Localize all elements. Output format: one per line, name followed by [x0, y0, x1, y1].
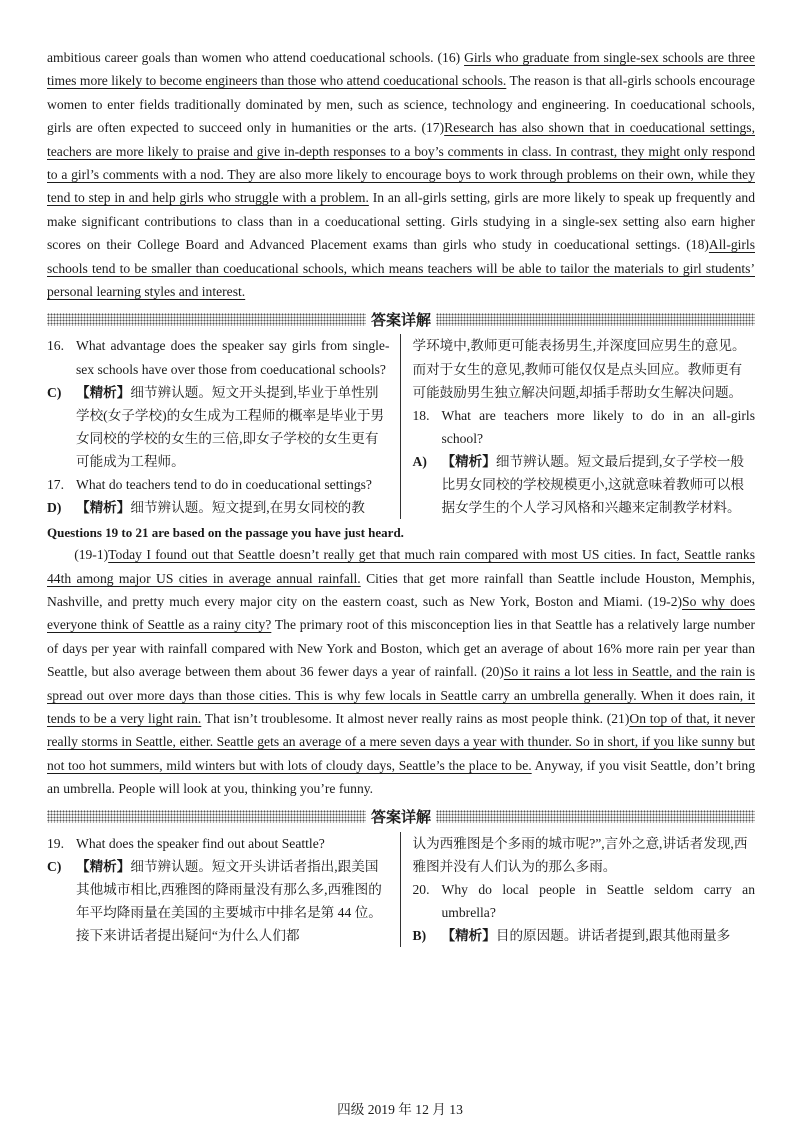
dotted-rule — [47, 810, 366, 823]
banner-title: 答案详解 — [371, 310, 432, 329]
answer-section-banner — [47, 805, 755, 829]
left-column — [47, 832, 400, 947]
banner-title: 答案详解 — [371, 808, 432, 827]
passage-paragraph-1: ambitious career goals than women who attend coeducational schools. (16) Girls who graduate from single-sex schools are three times more likely to become engineers than those who attend coeducational schools. The reason is that all-girls schools encourage women to enter fields traditionally dominated by men, such as science, technology and engineering. In coeducational schools, girls are often expected to succeed only in humanities or the arts. (17)Research has also shown that in coeducational settings, teachers are more likely to praise and give in-depth responses to a boy’s comments in class. In contrast, they might only respond to a girl’s comments with a nod. They are also more likely to encourage boys to work through problems on their own, while they tend to step in and help girls who struggle with a problem. In an all-girls setting, girls are more likely to speak up frequently and make significant contributions to class than in a coeducational setting. Girls studying in a single-sex setting also earn higher scores on their College Board and Advanced Placement exams than girls who study in coeducational settings. (18)All-girls schools tend to be smaller than coeducational schools, which means teachers will be able to tailor the materials to girl students’ personal learning styles and interest. — [47, 50, 755, 300]
dotted-rule — [436, 810, 755, 823]
answer-16: C) 【精析】细节辨认题。短文开头提到,毕业于单性别学校(女子学校)的女生成为工程师的概率是毕业于男女同校的学校的女生的三倍,即女子学校的女生更有可能成为工程师。 — [47, 384, 385, 469]
answer-19: C) 【精析】细节辨认题。短文开头讲话者指出,跟美国其他城市相比,西雅图的降雨量没有那么多,西雅图的年平均降雨量在美国的主要城市中排名是第 44 位。接下来讲话者提出疑问“为什么人们都 — [47, 858, 382, 944]
question-18: 18. What are teachers more likely to do in an all-girls school? — [412, 407, 755, 446]
question-20: 20. Why do local people in Seattle seldom carry an umbrella? — [412, 881, 755, 920]
answer-section-banner — [47, 307, 755, 331]
answer-20: B) 【精析】目的原因题。讲话者提到,跟其他雨量多 — [412, 928, 731, 944]
page-content — [47, 46, 755, 947]
answer-columns-2 — [47, 832, 755, 947]
underlined-answer-20: So it rains a lot less in Seattle, and the rain is spread out over more days than those cities. This is why few locals in Seattle carry an umbrella generally. When it does rain, it tends to be a very light rain. — [47, 664, 755, 727]
answer-19-continued: 认为西雅图是个多雨的城市呢?”,言外之意,讲话者发现,西雅图并没有人们认为的那么多雨。 — [412, 835, 748, 874]
answer-17: D) 【精析】细节辨认题。短文提到,在男女同校的教 — [47, 500, 365, 516]
answer-columns-1 — [47, 334, 755, 519]
underlined-answer-16: Girls who graduate from single-sex schools are three times more likely to become engineers than those who attend coeducational schools. — [47, 50, 755, 89]
underlined-answer-19-1: Today I found out that Seattle doesn’t really get that much rain compared with most US cities. In fact, Seattle ranks 44th among major US cities in average annual rainfall. — [47, 547, 755, 586]
underlined-answer-17: Research has also shown that in coeducational settings, teachers are more likely to praise and give in-depth responses to a boy’s comments in class. In contrast, they might only respond to a girl’s comments with a nod. They are also more likely to encourage boys to work through problems on their own, while they tend to step in and help girls who struggle with a problem. — [47, 120, 755, 206]
question-16: 16. What advantage does the speaker say girls from single-sex schools have over those from coeducational schools? — [47, 338, 390, 377]
left-column — [47, 334, 400, 519]
right-column — [400, 334, 756, 519]
question-17: 17. What do teachers tend to do in coeducational settings? — [47, 477, 372, 493]
underlined-answer-18: All-girls schools tend to be smaller than coeducational schools, which means teachers will be able to tailor the materials to girl students’ personal learning styles and interest. — [47, 237, 755, 300]
answer-18: A) 【精析】细节辨认题。短文最后提到,女子学校一般比男女同校的学校规模更小,这就意味着教师可以根据女学生的个人学习风格和兴趣来定制教学材料。 — [412, 453, 744, 516]
underlined-answer-21: On top of that, it never really storms in Seattle, either. Seattle gets an average of a mere seven days a year with thunder. So in short, if you like sunny but not too hot summers, mild winters but with lots of cloudy days, Seattle’s the place to be. — [47, 711, 755, 773]
answer-17-continued: 学环境中,教师更可能表扬男生,并深度回应男生的意见。而对于女生的意见,教师可能仅仅是点头回应。教师更有可能鼓励男生独立解决问题,却插手帮助女生解决问题。 — [412, 338, 746, 400]
dotted-rule — [436, 313, 755, 326]
passage-paragraph-2: (19-1)Today I found out that Seattle doesn’t really get that much rain compared with most US cities. In fact, Seattle ranks 44th among major US cities in average annual rainfall. Cities that get more rainfall than Seattle include Houston, Memphis, Nashville, and pretty much every major city on the eastern coast, such as New York, Boston and Miami. (19-2)So why does everyone think of Seattle as a rainy city? The primary root of this misconception lies in that Seattle has a relatively large number of days per year with rainfall compared with New York and Boston, which get an average of about 16% more rain per year than Seattle, but also average between them about 36 fewer days a year of rainfall. (20)So it rains a lot less in Seattle, and the rain is spread out over more days than those cities. This is why few locals in Seattle carry an umbrella generally. When it does rain, it tends to be a very light rain. That isn’t troublesome. It almost never really rains as most people think. (21)On top of that, it never really storms in Seattle, either. Seattle gets an average of a mere seven days a year with thunder. So in short, if you like sunny but not too hot summers, mild winters but with lots of cloudy days, Seattle’s the place to be. Anyway, if you visit Seattle, don’t bring an umbrella. People will look at you, thinking you’re funny. — [47, 547, 756, 797]
underlined-answer-19-2: So why does everyone think of Seattle as a rainy city? — [47, 594, 755, 633]
page-footer: 四级 2019 年 12 月 13 — [337, 1102, 463, 1117]
dotted-rule — [47, 313, 366, 326]
right-column — [400, 832, 756, 947]
question-19: 19. What does the speaker find out about Seattle? — [47, 835, 325, 851]
questions-heading-19-21: Questions 19 to 21 are based on the passage you have just heard. — [47, 525, 404, 541]
